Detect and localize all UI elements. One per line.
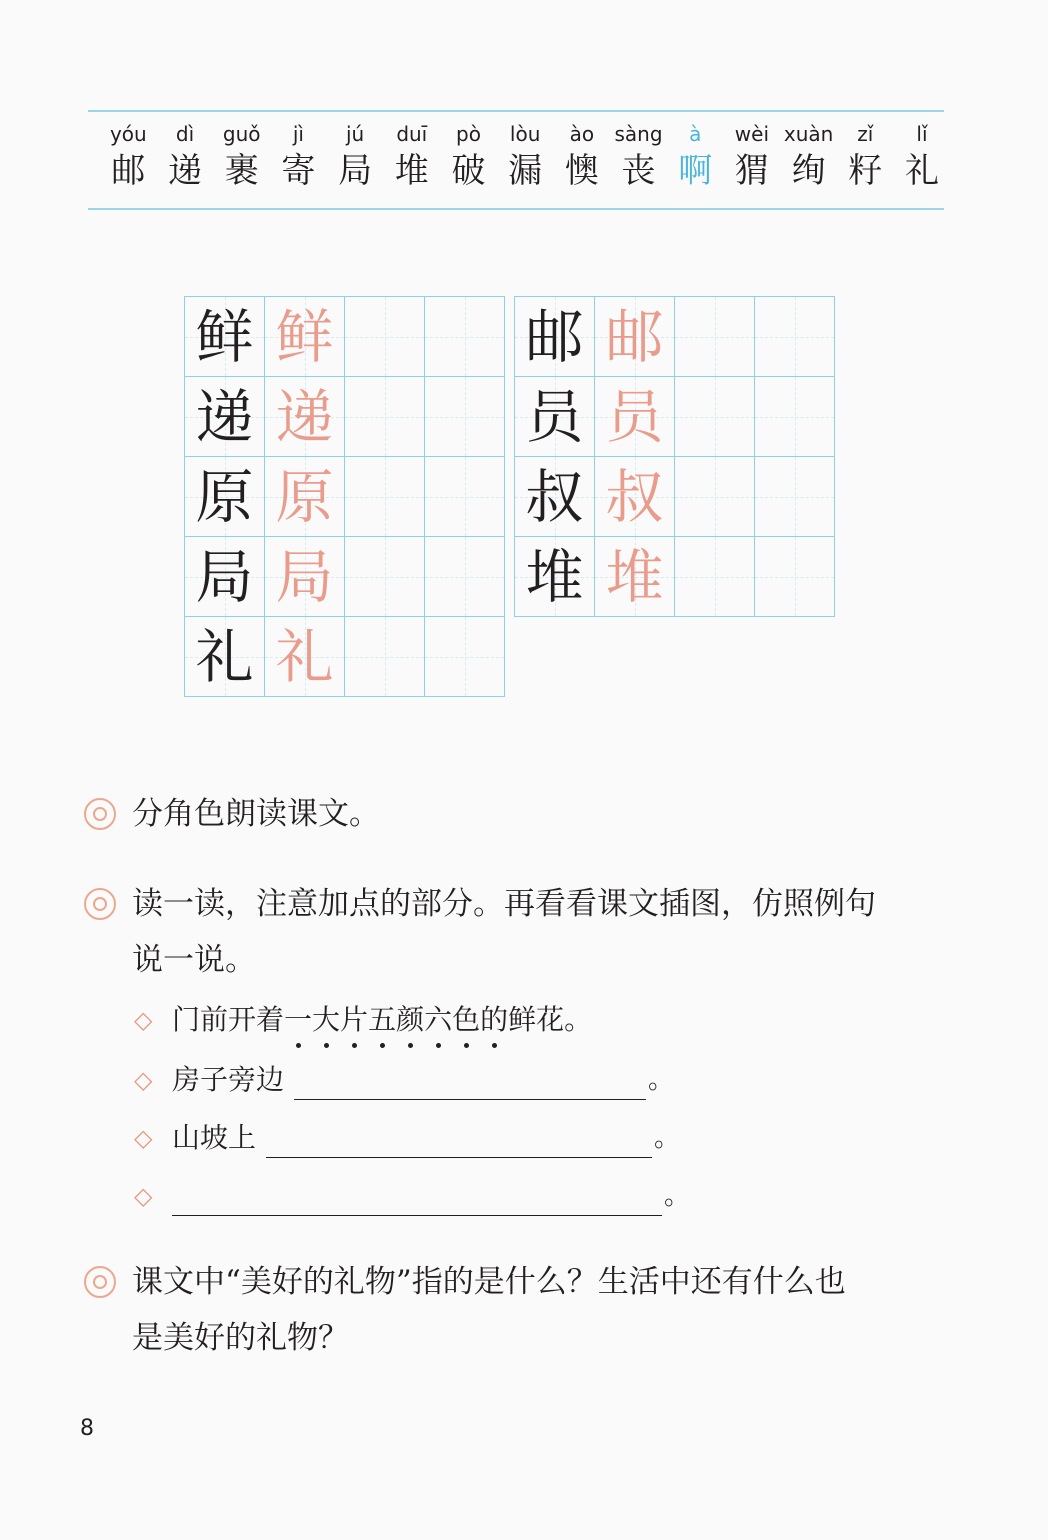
trace-char-cell: 原 <box>264 456 345 537</box>
vocab-pinyin: guǒ <box>222 122 261 146</box>
empty-practice-cell <box>344 296 425 377</box>
diamond-bullet-icon: ◇ <box>134 1124 153 1152</box>
writing-grid-left <box>184 296 504 696</box>
diamond-bullet-icon: ◇ <box>134 1182 153 1210</box>
page-number: 8 <box>80 1416 94 1441</box>
empty-practice-cell <box>674 296 755 377</box>
vocab-item <box>270 120 327 194</box>
model-char-cell: 叔 <box>514 456 595 537</box>
vocab-item <box>780 120 837 194</box>
vocab-item <box>610 120 667 194</box>
answer-blank[interactable] <box>266 1127 652 1158</box>
empty-practice-cell <box>754 376 835 457</box>
dotted-char: 颜 <box>396 1000 424 1040</box>
empty-practice-cell <box>754 536 835 617</box>
dotted-char: 片 <box>340 1000 368 1040</box>
empty-practice-cell <box>674 536 755 617</box>
vocab-pinyin: zǐ <box>857 122 874 146</box>
vocab-char: 漏 <box>508 151 543 191</box>
grid-row <box>184 296 504 376</box>
vocab-char: 邮 <box>111 151 146 191</box>
empty-practice-cell <box>754 296 835 377</box>
diamond-bullet-icon: ◇ <box>134 1066 153 1094</box>
vocab-pinyin: jì <box>292 122 304 146</box>
dotted-char: 五 <box>368 1000 396 1040</box>
vocab-item <box>724 120 781 194</box>
trace-char-cell: 递 <box>264 376 345 457</box>
example-suffix: 鲜花。 <box>508 1003 593 1036</box>
exercise-bullet-icon <box>84 798 116 830</box>
vocab-pinyin: lòu <box>509 122 541 146</box>
empty-practice-cell <box>674 456 755 537</box>
vocab-char: 懊 <box>564 151 599 191</box>
fill-in-line <box>134 1176 690 1216</box>
model-char-cell: 局 <box>184 536 265 617</box>
example-prefix: 门前开着 <box>172 1003 285 1036</box>
empty-practice-cell <box>344 376 425 457</box>
grid-row <box>184 616 504 696</box>
grid-row <box>184 536 504 616</box>
vocab-pinyin: yóu <box>109 122 147 146</box>
empty-practice-cell <box>344 616 425 697</box>
answer-blank[interactable] <box>172 1185 662 1216</box>
vocab-item <box>327 120 384 194</box>
trace-char-cell: 局 <box>264 536 345 617</box>
model-char-cell: 礼 <box>184 616 265 697</box>
vocab-pinyin: sàng <box>614 122 663 146</box>
vocab-pinyin: dì <box>175 122 195 146</box>
vocab-char: 丧 <box>621 151 656 191</box>
vocab-char: 籽 <box>848 151 883 191</box>
exercise-text-line2: 说一说。 <box>132 942 256 978</box>
diamond-bullet-icon: ◇ <box>134 1006 153 1034</box>
dotted-char: 大 <box>312 1000 340 1040</box>
model-char-cell: 邮 <box>514 296 595 377</box>
vocab-char: 递 <box>168 151 203 191</box>
model-char-cell: 递 <box>184 376 265 457</box>
vocab-char: 猬 <box>734 151 769 191</box>
vocab-pinyin: à <box>689 122 702 146</box>
grid-row <box>514 456 834 536</box>
vocab-item <box>894 120 951 194</box>
period-mark: 。 <box>648 1065 675 1095</box>
period-mark: 。 <box>654 1123 681 1153</box>
trace-char-cell: 员 <box>594 376 675 457</box>
fill-in-line <box>134 1118 680 1158</box>
exercise-text: 分角色朗读课文。 <box>132 796 380 832</box>
trace-char-cell: 邮 <box>594 296 675 377</box>
empty-practice-cell <box>424 616 505 697</box>
dotted-char: 一 <box>284 1000 312 1040</box>
empty-practice-cell <box>424 296 505 377</box>
vocab-pinyin: ào <box>569 122 595 146</box>
empty-practice-cell <box>424 536 505 617</box>
empty-practice-cell <box>424 376 505 457</box>
trace-char-cell: 叔 <box>594 456 675 537</box>
vocab-pinyin: jú <box>345 122 365 146</box>
vocab-pinyin: xuàn <box>783 122 834 146</box>
grid-row <box>514 376 834 456</box>
vocab-item-highlighted <box>667 120 724 194</box>
prompt-text: 房子旁边 <box>172 1063 285 1096</box>
vocab-char: 裹 <box>224 151 259 191</box>
vocab-item <box>383 120 440 194</box>
vocab-pinyin: wèi <box>734 122 770 146</box>
grid-row <box>514 536 834 616</box>
vocab-pinyin: pò <box>456 122 481 146</box>
empty-practice-cell <box>424 456 505 537</box>
exercise-text-line1: 读一读，注意加点的部分。再看看课文插图，仿照例句 <box>132 886 876 922</box>
exercise-3 <box>84 1254 952 1366</box>
model-char-cell: 员 <box>514 376 595 457</box>
model-char-cell: 堆 <box>514 536 595 617</box>
vocab-item <box>157 120 214 194</box>
dotted-char: 的 <box>480 1000 508 1040</box>
vocab-item <box>100 120 157 194</box>
vocabulary-strip <box>88 110 944 210</box>
grid-row <box>514 296 834 376</box>
dotted-char: 色 <box>452 1000 480 1040</box>
vocab-char: 啊 <box>678 151 713 191</box>
empty-practice-cell <box>674 376 755 457</box>
vocab-pinyin: lǐ <box>916 122 928 146</box>
model-char-cell: 鲜 <box>184 296 265 377</box>
writing-grid-right <box>514 296 834 616</box>
trace-char-cell: 堆 <box>594 536 675 617</box>
vocab-char: 绚 <box>791 151 826 191</box>
exercise-bullet-icon <box>84 1266 116 1298</box>
model-char-cell: 原 <box>184 456 265 537</box>
vocab-char: 寄 <box>281 151 316 191</box>
vocab-char: 破 <box>451 151 486 191</box>
vocab-item <box>554 120 611 194</box>
answer-blank[interactable] <box>294 1069 646 1100</box>
vocab-item <box>440 120 497 194</box>
exercise-bullet-icon <box>84 888 116 920</box>
example-sentence <box>134 1000 592 1040</box>
period-mark: 。 <box>664 1181 691 1211</box>
empty-practice-cell <box>344 456 425 537</box>
grid-row <box>184 456 504 536</box>
vocab-item <box>497 120 554 194</box>
trace-char-cell: 礼 <box>264 616 345 697</box>
vocab-item <box>213 120 270 194</box>
vocab-item <box>837 120 894 194</box>
vocab-char: 礼 <box>904 151 939 191</box>
fill-in-line <box>134 1060 674 1100</box>
empty-practice-cell <box>344 536 425 617</box>
vocab-char: 局 <box>338 151 373 191</box>
dotted-char: 六 <box>424 1000 452 1040</box>
exercise-2 <box>84 876 952 988</box>
prompt-text: 山坡上 <box>172 1121 257 1154</box>
vocab-char: 堆 <box>394 151 429 191</box>
grid-row <box>184 376 504 456</box>
vocab-pinyin: duī <box>396 122 428 146</box>
trace-char-cell: 鲜 <box>264 296 345 377</box>
exercise-1 <box>84 786 952 842</box>
exercise-text-line2: 是美好的礼物？ <box>132 1320 349 1356</box>
empty-practice-cell <box>754 456 835 537</box>
exercise-text-line1: 课文中“美好的礼物”指的是什么？生活中还有什么也 <box>132 1264 846 1300</box>
